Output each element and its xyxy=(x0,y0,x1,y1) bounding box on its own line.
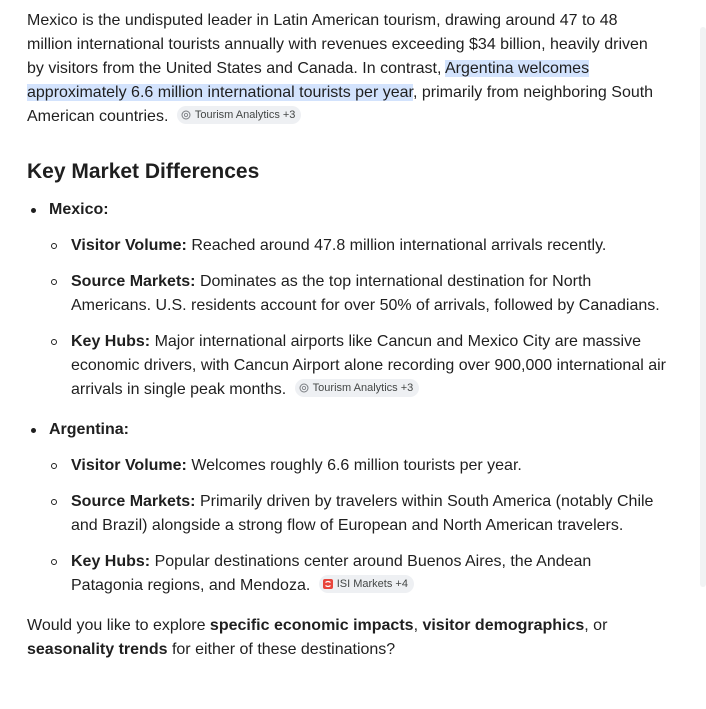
item-bold-label: Source Markets: xyxy=(71,273,196,290)
globe-icon xyxy=(299,383,309,393)
item-text: Dominates as the top international destination for North Americans. U.S. residents account for over 50% of arrivals, followed by Canadians. xyxy=(71,273,660,314)
closing-text: , or xyxy=(584,617,608,634)
item-text: Reached around 47.8 million international arrivals recently. xyxy=(186,237,607,254)
source-chip-argentina-hubs[interactable] xyxy=(319,575,414,593)
intro-highlight[interactable]: Argentina welcomes approximately 6.6 million international tourists per year xyxy=(27,60,590,101)
suggestion-seasonality-trends: seasonality trends xyxy=(27,641,168,658)
item-text: Primarily driven by travelers within South America (notably Chile and Brazil) alongside a strong flow of European and North American travelers. xyxy=(71,493,654,534)
list-item xyxy=(49,454,667,478)
closing-text: , xyxy=(413,617,423,634)
section-heading: Key Market Differences xyxy=(27,160,260,183)
closing-text: Would you like to explore xyxy=(27,617,210,634)
scrollbar[interactable] xyxy=(700,27,706,587)
list-item-mexico xyxy=(27,198,667,402)
item-bold-label: Visitor Volume: xyxy=(71,237,187,254)
suggestion-visitor-demographics: visitor demographics xyxy=(422,617,585,634)
source-chip-label: ISI Markets +4 xyxy=(336,578,408,590)
argentina-label: Argentina: xyxy=(49,421,129,438)
intro-text-2: , primarily from neighboring South American countries. xyxy=(27,84,654,125)
source-chip-label: Tourism Analytics +3 xyxy=(194,109,296,121)
intro-paragraph xyxy=(27,9,667,129)
list-item-argentina xyxy=(27,418,667,598)
item-text: Welcomes roughly 6.6 million tourists per year. xyxy=(186,457,522,474)
suggestion-economic-impacts: specific economic impacts xyxy=(209,617,414,634)
item-bold-label: Key Hubs: xyxy=(71,333,151,350)
list-item xyxy=(49,550,667,598)
closing-paragraph xyxy=(27,614,667,662)
closing-text: for either of these destinations? xyxy=(167,641,396,658)
item-text: Popular destinations center around Buenos Aires, the Andean Patagonia regions, and Mendoza. xyxy=(71,553,592,594)
source-chip-mexico-hubs[interactable] xyxy=(295,379,420,397)
mexico-label: Mexico: xyxy=(49,201,109,218)
item-bold-label: Source Markets: xyxy=(71,493,196,510)
source-chip-label: Tourism Analytics +3 xyxy=(312,382,414,394)
list-item xyxy=(49,270,667,318)
isi-logo-icon xyxy=(323,579,333,589)
market-list xyxy=(27,198,667,598)
response-content xyxy=(27,9,667,662)
argentina-sublist xyxy=(49,454,667,598)
item-bold-label: Visitor Volume: xyxy=(71,457,187,474)
item-text: Major international airports like Cancun and Mexico City are massive economic drivers, with Cancun Airport alone recording over 900,000 international air arrivals in single peak months. xyxy=(71,333,666,398)
intro-text-1: Mexico is the undisputed leader in Latin American tourism, drawing around 47 to 48 million international tourists annually with revenues exceeding $34 billion, heavily driven by visitors from the United States and Canada. In contrast, xyxy=(27,12,648,77)
mexico-sublist xyxy=(49,234,667,402)
list-item xyxy=(49,490,667,538)
globe-icon xyxy=(181,110,191,120)
list-item xyxy=(49,330,667,402)
item-bold-label: Key Hubs: xyxy=(71,553,151,570)
list-item xyxy=(49,234,667,258)
source-chip-intro[interactable] xyxy=(177,106,302,124)
